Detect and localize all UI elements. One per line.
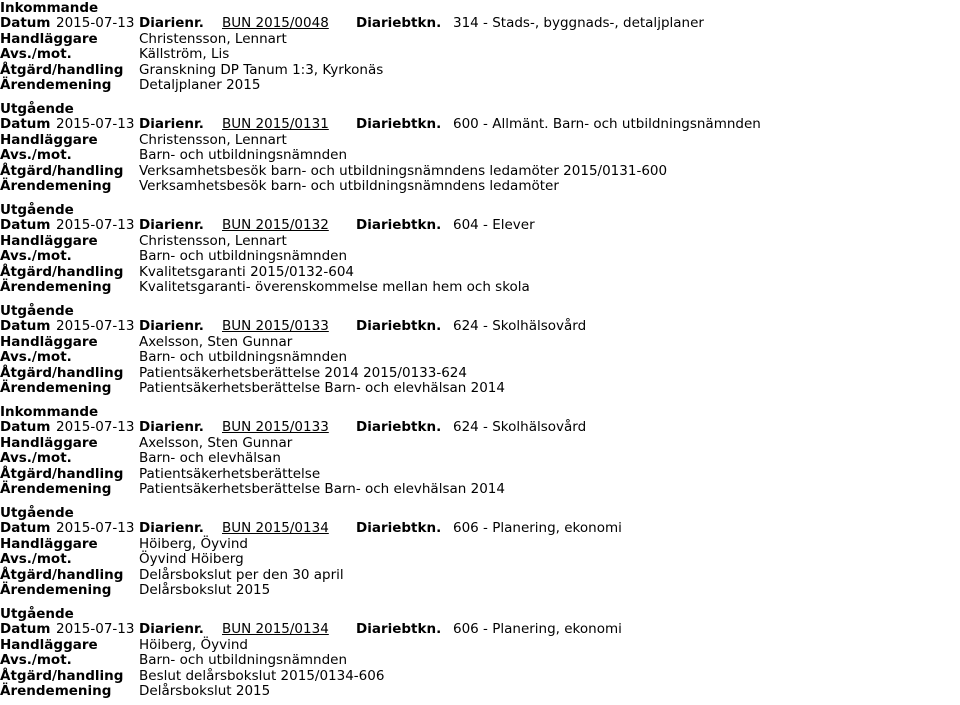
avs-mot-value: Källström, Lis bbox=[139, 46, 230, 63]
handlaggare-row bbox=[0, 233, 960, 249]
diarienr-link[interactable]: BUN 2015/0134 bbox=[222, 621, 329, 638]
handlaggare-value: Höiberg, Öyvind bbox=[139, 535, 248, 552]
diariebtkn-value: 604 - Elever bbox=[453, 217, 535, 234]
handlaggare-row bbox=[0, 435, 960, 451]
arendemening-value: Patientsäkerhetsberättelse Barn- och elevhälsan 2014 bbox=[139, 380, 505, 396]
entry-type: Utgående bbox=[0, 505, 74, 521]
handlaggare-label: Handläggare bbox=[0, 333, 98, 350]
arendemening-label: Ärendemening bbox=[0, 380, 112, 396]
datum-label: Datum bbox=[0, 318, 51, 335]
atgard-row bbox=[0, 264, 960, 280]
diarienr-link[interactable]: BUN 2015/0133 bbox=[222, 318, 329, 335]
diarienr-label: Diarienr. bbox=[139, 621, 204, 638]
diarienr-label: Diarienr. bbox=[139, 520, 204, 537]
diarienr-label: Diarienr. bbox=[139, 15, 204, 32]
arendemening-value: Patientsäkerhetsberättelse Barn- och elevhälsan 2014 bbox=[139, 481, 505, 497]
handlaggare-value: Axelsson, Sten Gunnar bbox=[139, 333, 293, 350]
atgard-row bbox=[0, 567, 960, 583]
atgard-row bbox=[0, 62, 960, 78]
diariebtkn-label: Diariebtkn. bbox=[356, 318, 442, 335]
atgard-value: Granskning DP Tanum 1:3, Kyrkonäs bbox=[139, 61, 384, 78]
atgard-value: Beslut delårsbokslut 2015/0134-606 bbox=[139, 667, 385, 684]
handlaggare-row bbox=[0, 536, 960, 552]
datum-label: Datum bbox=[0, 419, 51, 436]
atgard-row bbox=[0, 466, 960, 482]
datum-label: Datum bbox=[0, 15, 51, 32]
diarienr-link[interactable]: BUN 2015/0131 bbox=[222, 116, 329, 133]
arendemening-label: Ärendemening bbox=[0, 77, 112, 93]
atgard-label: Åtgärd/handling bbox=[0, 566, 124, 583]
avs-mot-value: Barn- och utbildningsnämnden bbox=[139, 147, 348, 164]
diariebtkn-value: 314 - Stads-, byggnads-, detaljplaner bbox=[453, 15, 704, 32]
atgard-label: Åtgärd/handling bbox=[0, 61, 124, 78]
diarienr-link[interactable]: BUN 2015/0134 bbox=[222, 520, 329, 537]
datum-value: 2015-07-13 bbox=[56, 419, 135, 436]
entry-type: Utgående bbox=[0, 202, 74, 218]
arendemening-label: Ärendemening bbox=[0, 683, 112, 699]
atgard-value: Delårsbokslut per den 30 april bbox=[139, 566, 344, 583]
atgard-label: Åtgärd/handling bbox=[0, 263, 124, 280]
handlaggare-label: Handläggare bbox=[0, 232, 98, 249]
diariebtkn-label: Diariebtkn. bbox=[356, 217, 442, 234]
atgard-row bbox=[0, 163, 960, 179]
arendemening-value: Verksamhetsbesök barn- och utbildningsnämndens ledamöter bbox=[139, 178, 559, 194]
arendemening-row bbox=[0, 77, 960, 93]
atgard-row bbox=[0, 668, 960, 684]
entry-header-row bbox=[0, 520, 960, 536]
avs-mot-value: Barn- och utbildningsnämnden bbox=[139, 349, 348, 366]
avs-mot-label: Avs./mot. bbox=[0, 248, 72, 265]
entry-header-row bbox=[0, 15, 960, 31]
entry-header-row bbox=[0, 116, 960, 132]
arendemening-value: Delårsbokslut 2015 bbox=[139, 683, 271, 699]
handlaggare-label: Handläggare bbox=[0, 535, 98, 552]
avs-mot-row bbox=[0, 450, 960, 466]
diarienr-link[interactable]: BUN 2015/0133 bbox=[222, 419, 329, 436]
diariebtkn-value: 606 - Planering, ekonomi bbox=[453, 520, 622, 537]
diariebtkn-value: 606 - Planering, ekonomi bbox=[453, 621, 622, 638]
atgard-value: Patientsäkerhetsberättelse bbox=[139, 465, 321, 482]
handlaggare-value: Christensson, Lennart bbox=[139, 232, 287, 249]
datum-value: 2015-07-13 bbox=[56, 116, 135, 133]
entry-type: Utgående bbox=[0, 101, 74, 117]
handlaggare-value: Christensson, Lennart bbox=[139, 30, 287, 47]
arendemening-label: Ärendemening bbox=[0, 279, 112, 295]
avs-mot-value: Barn- och elevhälsan bbox=[139, 450, 281, 467]
avs-mot-row bbox=[0, 248, 960, 264]
diarienr-link[interactable]: BUN 2015/0132 bbox=[222, 217, 329, 234]
diariebtkn-label: Diariebtkn. bbox=[356, 116, 442, 133]
datum-value: 2015-07-13 bbox=[56, 520, 135, 537]
atgard-label: Åtgärd/handling bbox=[0, 364, 124, 381]
diariebtkn-label: Diariebtkn. bbox=[356, 419, 442, 436]
arendemening-value: Detaljplaner 2015 bbox=[139, 77, 261, 93]
avs-mot-label: Avs./mot. bbox=[0, 652, 72, 669]
datum-label: Datum bbox=[0, 217, 51, 234]
diarienr-label: Diarienr. bbox=[139, 419, 204, 436]
datum-label: Datum bbox=[0, 520, 51, 537]
diariebtkn-label: Diariebtkn. bbox=[356, 15, 442, 32]
datum-value: 2015-07-13 bbox=[56, 318, 135, 335]
arendemening-label: Ärendemening bbox=[0, 481, 112, 497]
arendemening-row bbox=[0, 481, 960, 497]
avs-mot-row bbox=[0, 551, 960, 567]
avs-mot-label: Avs./mot. bbox=[0, 349, 72, 366]
handlaggare-value: Axelsson, Sten Gunnar bbox=[139, 434, 293, 451]
arendemening-row bbox=[0, 279, 960, 295]
atgard-value: Verksamhetsbesök barn- och utbildningsnämndens ledamöter 2015/0131-600 bbox=[139, 162, 668, 179]
entry-type: Utgående bbox=[0, 303, 74, 319]
diariebtkn-value: 624 - Skolhälsovård bbox=[453, 419, 587, 436]
handlaggare-row bbox=[0, 132, 960, 148]
arendemening-row bbox=[0, 582, 960, 598]
diarienr-link[interactable]: BUN 2015/0048 bbox=[222, 15, 329, 32]
handlaggare-label: Handläggare bbox=[0, 636, 98, 653]
avs-mot-label: Avs./mot. bbox=[0, 450, 72, 467]
handlaggare-label: Handläggare bbox=[0, 434, 98, 451]
handlaggare-row bbox=[0, 31, 960, 47]
avs-mot-row bbox=[0, 349, 960, 365]
arendemening-row bbox=[0, 178, 960, 194]
handlaggare-value: Höiberg, Öyvind bbox=[139, 636, 248, 653]
handlaggare-row bbox=[0, 334, 960, 350]
handlaggare-label: Handläggare bbox=[0, 131, 98, 148]
arendemening-row bbox=[0, 683, 960, 699]
diariebtkn-value: 600 - Allmänt. Barn- och utbildningsnämnden bbox=[453, 116, 761, 133]
avs-mot-row bbox=[0, 46, 960, 62]
arendemening-value: Kvalitetsgaranti- överenskommelse mellan hem och skola bbox=[139, 279, 530, 295]
arendemening-row bbox=[0, 380, 960, 396]
entry-header-row bbox=[0, 419, 960, 435]
handlaggare-value: Christensson, Lennart bbox=[139, 131, 287, 148]
diarienr-label: Diarienr. bbox=[139, 116, 204, 133]
avs-mot-label: Avs./mot. bbox=[0, 46, 72, 63]
arendemening-value: Delårsbokslut 2015 bbox=[139, 582, 271, 598]
arendemening-label: Ärendemening bbox=[0, 582, 112, 598]
datum-label: Datum bbox=[0, 116, 51, 133]
entry-header-row bbox=[0, 217, 960, 233]
entry-type: Inkommande bbox=[0, 404, 99, 420]
diarienr-label: Diarienr. bbox=[139, 217, 204, 234]
datum-label: Datum bbox=[0, 621, 51, 638]
avs-mot-label: Avs./mot. bbox=[0, 551, 72, 568]
handlaggare-label: Handläggare bbox=[0, 30, 98, 47]
entry-header-row bbox=[0, 621, 960, 637]
arendemening-label: Ärendemening bbox=[0, 178, 112, 194]
atgard-value: Patientsäkerhetsberättelse 2014 2015/0133-624 bbox=[139, 364, 467, 381]
avs-mot-row bbox=[0, 652, 960, 668]
avs-mot-row bbox=[0, 147, 960, 163]
diariebtkn-label: Diariebtkn. bbox=[356, 520, 442, 537]
avs-mot-label: Avs./mot. bbox=[0, 147, 72, 164]
avs-mot-value: Barn- och utbildningsnämnden bbox=[139, 652, 348, 669]
avs-mot-value: Öyvind Höiberg bbox=[139, 551, 244, 568]
datum-value: 2015-07-13 bbox=[56, 15, 135, 32]
atgard-label: Åtgärd/handling bbox=[0, 162, 124, 179]
diariebtkn-label: Diariebtkn. bbox=[356, 621, 442, 638]
datum-value: 2015-07-13 bbox=[56, 621, 135, 638]
atgard-value: Kvalitetsgaranti 2015/0132-604 bbox=[139, 263, 354, 280]
handlaggare-row bbox=[0, 637, 960, 653]
diariebtkn-value: 624 - Skolhälsovård bbox=[453, 318, 587, 335]
atgard-label: Åtgärd/handling bbox=[0, 465, 124, 482]
datum-value: 2015-07-13 bbox=[56, 217, 135, 234]
atgard-row bbox=[0, 365, 960, 381]
diarienr-label: Diarienr. bbox=[139, 318, 204, 335]
atgard-label: Åtgärd/handling bbox=[0, 667, 124, 684]
entry-type: Utgående bbox=[0, 606, 74, 622]
entry-header-row bbox=[0, 318, 960, 334]
entry-type: Inkommande bbox=[0, 0, 99, 16]
avs-mot-value: Barn- och utbildningsnämnden bbox=[139, 248, 348, 265]
